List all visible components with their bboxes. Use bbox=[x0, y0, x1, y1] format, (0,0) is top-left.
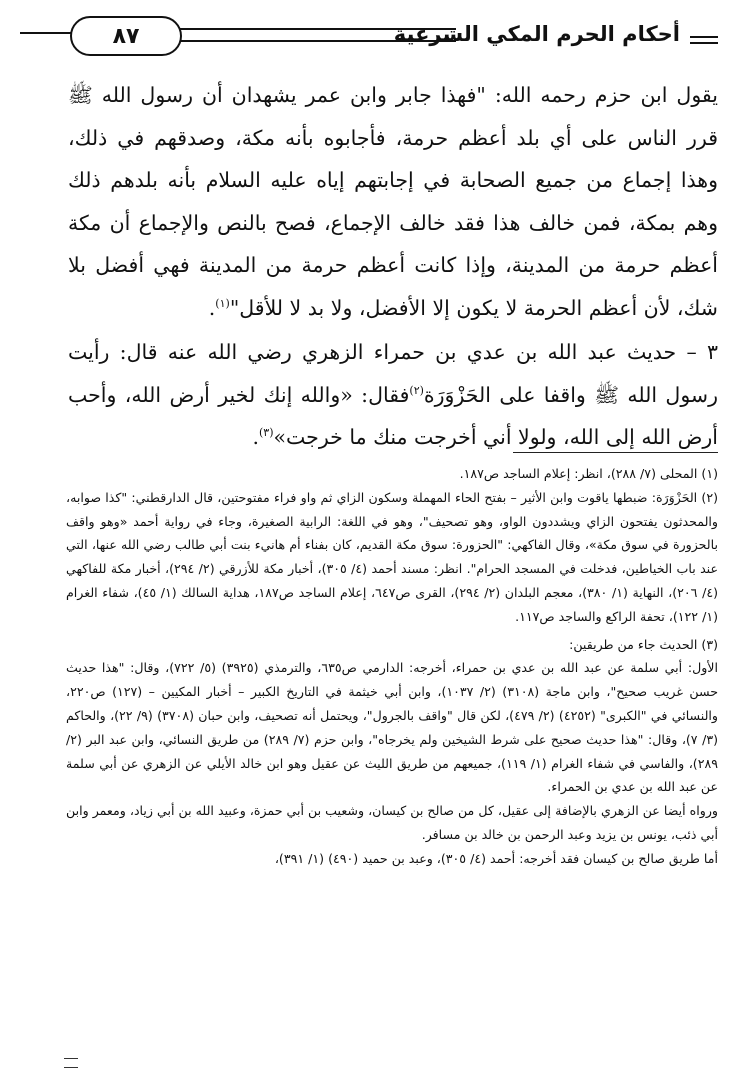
page-number: ٨٧ bbox=[70, 16, 182, 56]
footnote-3-salih-path: أما طريق صالح بن كيسان فقد أخرجه: أحمد (٤/ ٣٠٥)، وعبد بن حميد (٤٩٠) (١/ ٣٩١)، bbox=[274, 850, 718, 866]
paragraph-end: . bbox=[252, 425, 259, 449]
footnote-separator bbox=[513, 452, 718, 453]
paragraph-ibn-hazm-quote: يقول ابن حزم رحمه الله: "فهذا جابر وابن عمر يشهدان أن رسول الله ﷺ قرر الناس على أي بلد أعظم حرمة، فأجابوه بأنه مكة، وصدقهم في ذلك، وهذا إجماع من جميع الصحابة في إجابتهم إياه عليه السلام بأنه بلدهم ذلك وهم بمكة، فمن خالف هذا فقد خالف الإجماع، فصح بالنص والإجماع أن مكة أعظم حرمة من المدينة، وإذا كانت أعظم حرمة من المدينة فهي أفضل بلا شك، لأن أعظم الحرمة لا يكون إلا الأفضل، ولا بد لا للأقل"$^{(١)}$. bbox=[68, 83, 718, 320]
paragraph-text: فقال: «والله إنك لخير أرض الله، وأحب أرض الله إلى الله، ولولا أني أخرجت منك ما خرجت» bbox=[68, 382, 718, 449]
paragraph-text: ٣ – حديث عبد الله بن عدي بن حمراء الزهري رضي الله عنه قال: رأيت رسول الله ﷺ واقفا على الحَزْوَرَة bbox=[68, 340, 718, 407]
footnote-3-first-path: الأول: أبي سلمة عن عبد الله بن عدي بن حمراء، أخرجه: الدارمي ص٦٣٥، والترمذي (٣٩٢٥) (٥/ ٧٢٢)، وقال: "هذا حديث حسن غريب صحيح"، وابن ماجة (٣١٠٨) (٢/ ١٠٣٧)، وابن أبي خيثمة في التاريخ الكبير – أخبار المكيين – (١٢٧) ص٢٢٠، والنسائي في "الكبرى" (٤٢٥٢) (٢/ ٤٧٩)، لكن قال "واقف بالجرول"، ويحتمل أنه تصحيف، وابن حبان (٣٧٠٨) (٩/ ٢٢)، والحاكم (٣/ ٧)، وقال: "هذا حديث صحيح على شرط الشيخين ولم يخرجاه"، وابن حزم (٧/ ٢٨٩) من طريق النسائي، وابن عبد البر (٢/ ٢٨٩)، والفاسي في شفاء الغرام (١/ ١١٩)، جميعهم من طريق الليث عن عقيل وهو ابن خالد الأيلي عن الزهري عن أبي سلمة عن عبد الله بن عدي بن الحمراء. bbox=[66, 660, 719, 795]
footnote-3-other-narrators: ورواه أيضا عن الزهري بالإضافة إلى عقيل، كل من صالح بن كيسان، وشعيب بن أبي حمزة، وعبيد الله بن أبي زياد، ومعمر وابن أبي ذئب، يونس بن يزيد وعبد الرحمن بن خالد بن مسافر. bbox=[66, 803, 718, 842]
page-number-rule bbox=[20, 32, 72, 34]
footnote-2: (٢) الحَزْوَرَة: ضبطها ياقوت وابن الأثير – بفتح الحاء المهملة وسكون الزاي ثم واو فراء مفتوحتين، قال الدارقطني: "كذا صوابه، والمحدثون يفتحون الزاي ويشددون الواو، وهو تصحيف"، وهو في اللغة: الرابية الصغيرة، وجاء في رواية أحمد «وهو واقف بالحزورة في سوق مكة»، وقال الفاكهي: "الحزورة: سوق مكة القديم، كان بفناء أم هانيء بنت أبي طالب رضي الله عنها، التي عند باب الخياطين، فدخلت في المسجد الحرام". انظر: مسند أحمد (٤/ ٣٠٥)، أخبار مكة للأزرقي (٢/ ٢٩٤)، أخبار مكة للفاكهي (٤/ ٢٠٦)، النهاية (١/ ٣٨٠)، معجم البلدان (٢/ ٢٩٤)، القرى ص٦٤٧، إعلام الساجد ص١٨٧، هداية السالك (١/ ٤٥)، شفاء الغرام (١/ ١٢٢)، تحفة الراكع والساجد ص١١٧. bbox=[66, 489, 719, 624]
footnote-3-intro: (٣) الحديث جاء من طريقين: bbox=[569, 636, 718, 652]
main-text bbox=[68, 74, 718, 459]
header-double-rule bbox=[170, 28, 456, 42]
paragraph-text: يقول ابن حزم رحمه الله: "فهذا جابر وابن عمر يشهدان أن رسول الله ﷺ قرر الناس على أي بلد أعظم حرمة، فأجابوه بأنه مكة، وصدقهم في ذلك، وهذا إجماع من جميع الصحابة في إجابتهم إياه عليه السلام بأنه بلدهم ذلك وهم بمكة، فمن خالف هذا فقد خالف الإجماع، فصح بالنص والإجماع أن مكة أعظم حرمة من المدينة، وإذا كانت أعظم حرمة من المدينة فهي أفضل بلا شك، لأن أعظم الحرمة لا يكون إلا الأفضل، ولا بد لا للأقل" bbox=[68, 83, 718, 320]
header-title: أحكام الحرم المكي الشرعية bbox=[393, 22, 680, 46]
continuation-mark bbox=[64, 1058, 78, 1068]
footnote-ref-1[interactable]: (١) bbox=[215, 296, 230, 310]
footnote-ref-3[interactable]: (٣) bbox=[258, 426, 274, 440]
footnotes bbox=[66, 462, 718, 871]
footnote-ref-2[interactable]: (٢) bbox=[409, 383, 424, 397]
running-header bbox=[20, 14, 718, 58]
paragraph-hadith-3 bbox=[68, 331, 718, 459]
header-ornament-right bbox=[690, 34, 718, 46]
footnote-1: (١) المحلى (٧/ ٢٨٨)، انظر: إعلام الساجد ص١٨٧. bbox=[459, 466, 718, 481]
